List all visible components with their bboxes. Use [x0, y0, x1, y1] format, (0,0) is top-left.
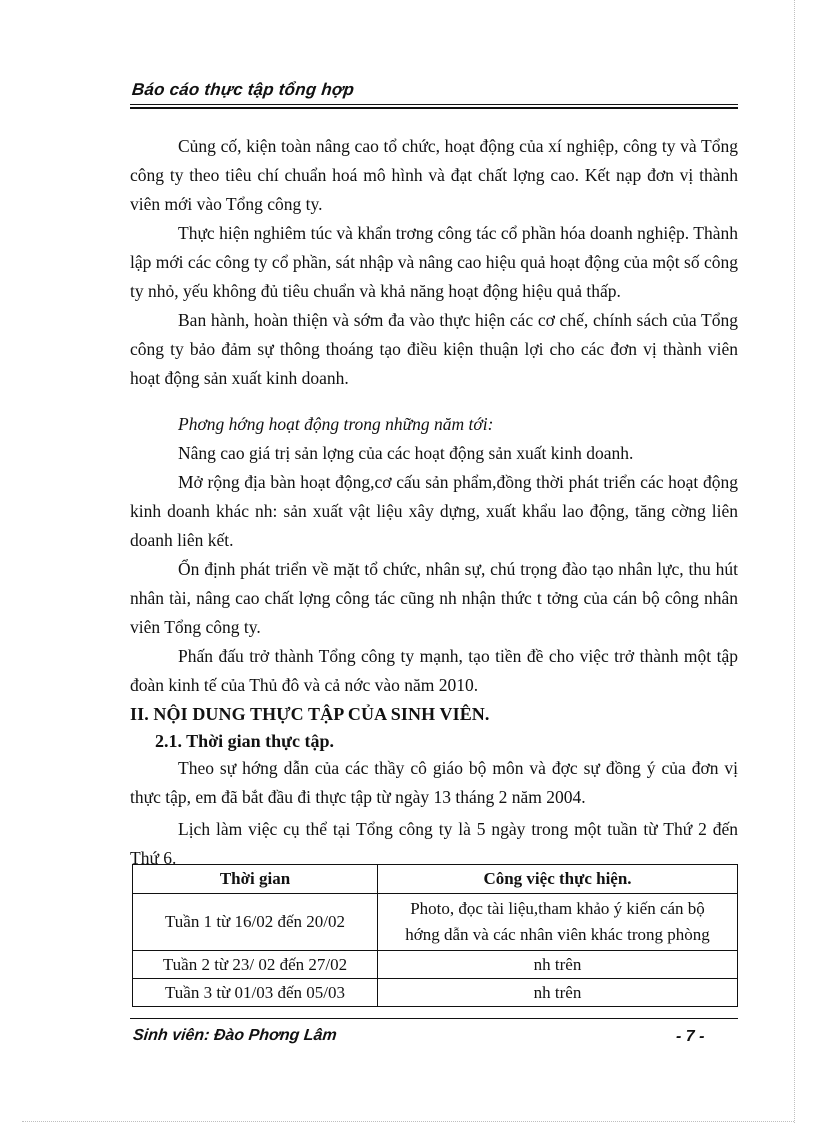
- paragraph: Nâng cao giá trị sản lợng của các hoạt động sản xuất kinh doanh.: [178, 443, 634, 463]
- table-cell-work: nh trên: [378, 951, 738, 979]
- table-header-row: [133, 865, 738, 894]
- header-rule-top: [130, 104, 738, 105]
- table-header-work: Công việc thực hiện.: [378, 865, 738, 894]
- footer-page-number: - 7 -: [676, 1028, 705, 1045]
- schedule-table: [132, 864, 738, 1007]
- table-cell-time: Tuần 1 từ 16/02 đến 20/02: [133, 894, 378, 951]
- paragraph: Thực hiện nghiêm túc và khẩn trơng công tác cổ phần hóa doanh nghiệp. Thành lập mới các công ty cổ phần, sát nhập và nâng cao hiệu quả hoạt động của một số công ty nhỏ, yếu không đủ tiêu chuẩn và khả năng hoạt động hiệu quả thấp.: [130, 223, 738, 301]
- table-row: [133, 894, 738, 951]
- table-cell-work-line: Photo, đọc tài liệu,tham khảo ý kiến cán bộ: [410, 899, 705, 918]
- table-cell-work-line: hớng dẫn và các nhân viên khác trong phòng: [405, 925, 710, 944]
- table-header-time: Thời gian: [133, 865, 378, 894]
- paragraph: Củng cố, kiện toàn nâng cao tổ chức, hoạt động của xí nghiệp, công ty và Tổng công ty theo tiêu chí chuẩn hoá mô hình và đạt chất lợng cao. Kết nạp đơn vị thành viên mới vào Tổng công ty.: [130, 136, 738, 214]
- footer-student-name: Sinh viên: Đào Phơng Lâm: [132, 1027, 338, 1044]
- page-border-bottom: [22, 1121, 794, 1122]
- table-cell-time: Tuần 2 từ 23/ 02 đến 27/02: [133, 951, 378, 979]
- page-border-right: [794, 0, 795, 1123]
- paragraph: Ổn định phát triển về mặt tổ chức, nhân sự, chú trọng đào tạo nhân lực, thu hút nhân tài, nâng cao chất lợng công tác cũng nh nhận thức t tởng của cán bộ công nhân viên Tổng công ty.: [130, 559, 738, 637]
- report-header-title: Báo cáo thực tập tổng hợp: [131, 80, 356, 99]
- section-subheading: Phơng hớng hoạt động trong những năm tới:: [178, 414, 494, 434]
- paragraph: Ban hành, hoàn thiện và sớm đa vào thực hiện các cơ chế, chính sách của Tổng công ty bảo đảm sự thông thoáng tạo điều kiện thuận lợi cho các đơn vị thành viên hoạt động sản xuất kinh doanh.: [130, 310, 738, 388]
- paragraph: Theo sự hớng dẫn của các thầy cô giáo bộ môn và đợc sự đồng ý của đơn vị thực tập, em đã bắt đầu đi thực tập từ ngày 13 tháng 2 năm 2004.: [130, 758, 738, 807]
- subsection-heading: 2.1. Thời gian thực tập.: [155, 731, 334, 751]
- paragraph: Mở rộng địa bàn hoạt động,cơ cấu sản phẩm,đồng thời phát triển các hoạt động kinh doanh khác nh: sản xuất vật liệu xây dựng, xuất khẩu lao động, tăng cờng liên doanh liên kết.: [130, 472, 738, 550]
- header-rule-bottom: [130, 107, 738, 109]
- table-cell-work: [378, 894, 738, 951]
- body-text: [130, 132, 738, 873]
- table-row: [133, 951, 738, 979]
- footer-rule: [130, 1018, 738, 1019]
- table-cell-time: Tuần 3 từ 01/03 đến 05/03: [133, 979, 378, 1007]
- table-row: [133, 979, 738, 1007]
- paragraph: Phấn đấu trở thành Tổng công ty mạnh, tạo tiền đề cho việc trở thành một tập đoàn kinh tế của Thủ đô và cả nớc vào năm 2010.: [130, 646, 738, 695]
- paragraph: Lịch làm việc cụ thể tại Tổng công ty là 5 ngày trong một tuần từ Thứ 2 đến Thứ 6.: [130, 819, 738, 868]
- section-heading: II. NỘI DUNG THỰC TẬP CỦA SINH VIÊN.: [130, 704, 490, 724]
- table-cell-work: nh trên: [378, 979, 738, 1007]
